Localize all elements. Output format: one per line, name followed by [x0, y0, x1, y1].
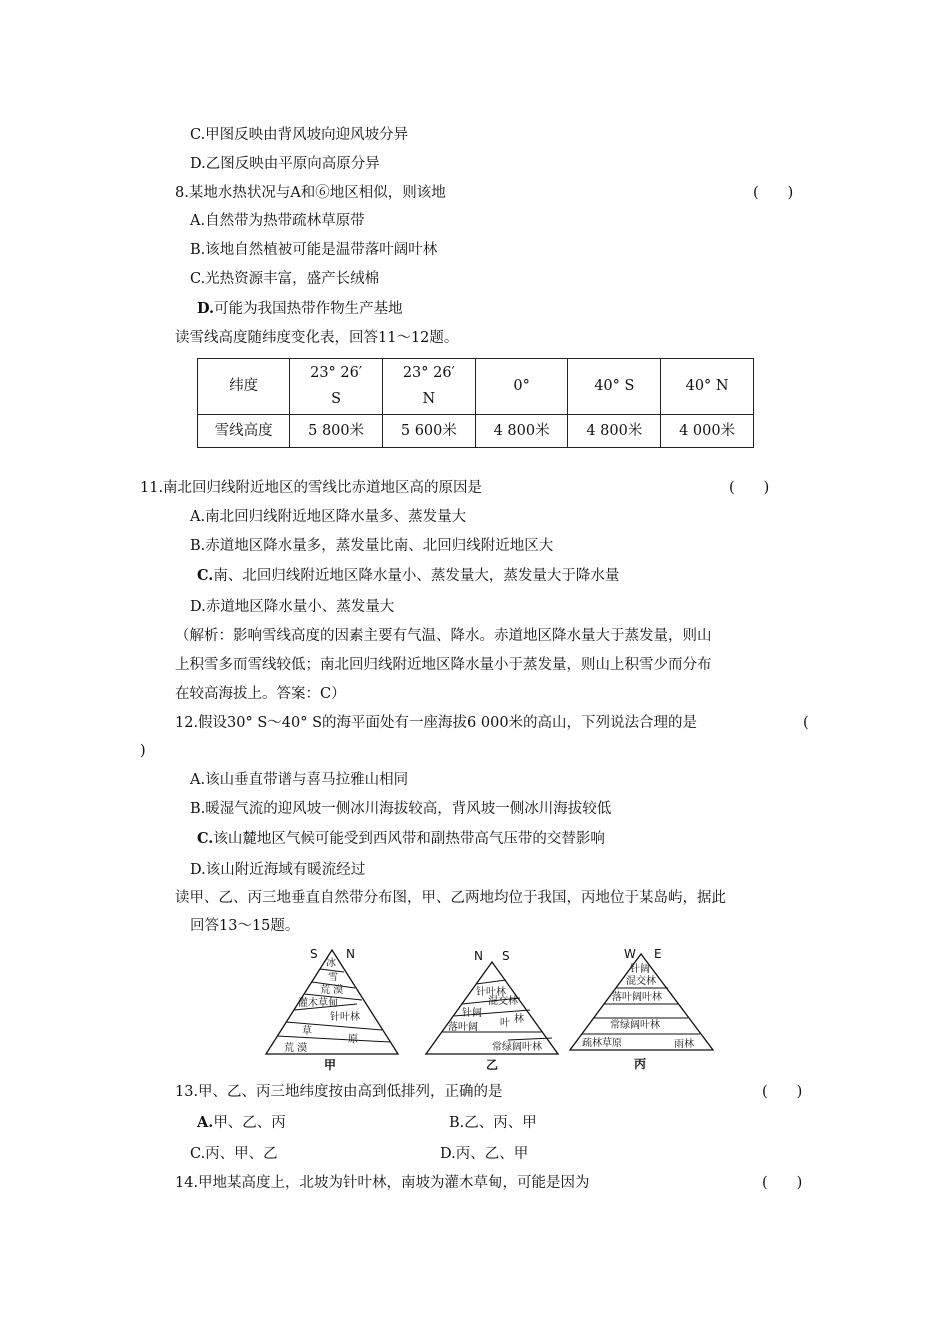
zone-label: 雪	[328, 972, 338, 983]
q11-option-d: D.赤道地区降水量小、蒸发量大	[190, 599, 395, 615]
table-header-cell: 23° 26′ N	[383, 359, 476, 415]
table-cell: 4 800米	[475, 414, 568, 447]
q8-stem: 8.某地水热状况与A和⑥地区相似，则该地	[175, 185, 446, 201]
q8-option-a: A.自然带为热带疏林草原带	[190, 213, 365, 229]
zone-label: 草	[302, 1026, 312, 1037]
direction-north-label: N	[474, 949, 483, 963]
zone-label: 针阔	[462, 1008, 482, 1019]
table-header-cell: 纬度	[198, 359, 290, 415]
q8-option-c: C.光热资源丰富，盛产长绒棉	[190, 271, 380, 287]
zone-label: 针阔	[630, 964, 650, 975]
table-row-label: 雪线高度	[198, 414, 290, 447]
zone-label: 灌木草甸	[298, 998, 338, 1009]
direction-south-label: S	[502, 949, 510, 963]
q12-option-b: B.暖湿气流的迎风坡一侧冰川海拔较高，背风坡一侧冰川海拔较低	[190, 801, 612, 817]
q11-stem: 11.南北回归线附近地区的雪线比赤道地区高的原因是	[140, 480, 483, 496]
zone-label: 叶	[500, 1018, 510, 1029]
q11-answer-paren: ( )	[729, 480, 770, 496]
zone-label: 针叶林	[330, 1012, 360, 1023]
q13-option-d: D.丙、乙、甲	[440, 1146, 529, 1162]
table-row	[198, 359, 754, 415]
zone-label: 荒 漠	[284, 1043, 308, 1054]
zone-label: 林	[514, 1014, 524, 1025]
vertical-zone-diagram-jia	[262, 944, 402, 1072]
intro-q13-15-line2: 回答13～15题。	[190, 918, 300, 934]
direction-south-label: S	[310, 947, 318, 961]
table-header-cell: 0°	[475, 359, 568, 415]
q14-stem: 14.甲地某高度上，北坡为针叶林，南坡为灌木草甸，可能是因为	[175, 1175, 590, 1191]
q12-answer-paren-close: )	[140, 743, 146, 759]
table-cell: 5 800米	[290, 414, 383, 447]
q13-option-c: C.丙、甲、乙	[190, 1146, 278, 1162]
table-cell: 4 800米	[568, 414, 661, 447]
figure-label-bing: 丙	[634, 1057, 647, 1071]
q12-option-d: D.该山附近海域有暖流经过	[190, 862, 366, 878]
zone-label: 落叶阔叶林	[612, 992, 662, 1003]
q13-option-a: A.甲、乙、丙	[197, 1114, 286, 1131]
q12-answer-paren-open: (	[803, 715, 809, 731]
q7-option-d: D.乙图反映由平原向高原分异	[190, 156, 380, 172]
q11-option-a: A.南北回归线附近地区降水量多、蒸发量大	[190, 509, 467, 525]
direction-north-label: N	[346, 947, 355, 961]
table-header-cell: 23° 26′ S	[290, 359, 383, 415]
vertical-zone-diagram-bing	[568, 944, 718, 1072]
intro-q11-12: 读雪线高度随纬度变化表，回答11～12题。	[175, 330, 459, 346]
zone-label: 雨林	[674, 1039, 694, 1050]
table-header-cell: 40° S	[568, 359, 661, 415]
q11-option-c: C.南、北回归线附近地区降水量小、蒸发量大，蒸发量大于降水量	[197, 567, 620, 584]
direction-east-label: E	[654, 947, 662, 961]
q13-stem: 13.甲、乙、丙三地纬度按由高到低排列，正确的是	[175, 1084, 503, 1100]
zone-label: 原	[348, 1034, 358, 1045]
q13-answer-paren: ( )	[762, 1084, 803, 1100]
zone-label: 混交林	[626, 976, 656, 987]
snow-line-table	[197, 358, 754, 448]
table-cell: 4 000米	[661, 414, 754, 447]
zone-label: 落叶阔	[448, 1022, 478, 1033]
q12-option-c: C.该山麓地区气候可能受到西风带和副热带高气压带的交替影响	[197, 830, 605, 847]
q8-answer-paren: ( )	[753, 185, 794, 201]
q8-option-b: B.该地自然植被可能是温带落叶阔叶林	[190, 242, 438, 258]
zone-label: 荒 漠	[320, 985, 344, 996]
q12-stem: 12.假设30° S～40° S的海平面处有一座海拔6 000米的高山，下列说法合理的是	[175, 715, 698, 731]
table-header-cell: 40° N	[661, 359, 754, 415]
q11-explanation-3: 在较高海拔上。答案：C）	[175, 686, 346, 702]
q12-option-a: A.该山垂直带谱与喜马拉雅山相同	[190, 772, 409, 788]
vertical-zone-diagram-yi	[422, 946, 562, 1072]
intro-q13-15-line1: 读甲、乙、丙三地垂直自然带分布图，甲、乙两地均位于我国，丙地位于某岛屿，据此	[175, 890, 726, 906]
q8-option-d: D.可能为我国热带作物生产基地	[197, 300, 403, 317]
zone-label: 针叶林	[476, 987, 506, 998]
q7-option-c: C.甲图反映由背风坡向迎风坡分异	[190, 127, 409, 143]
q11-option-b: B.赤道地区降水量多，蒸发量比南、北回归线附近地区大	[190, 538, 554, 554]
zone-label: 冰	[326, 958, 336, 969]
zone-label: 疏林草原	[582, 1038, 622, 1049]
zone-label: 常绿阔叶林	[610, 1020, 660, 1031]
q11-explanation-1: （解析：影响雪线高度的因素主要有气温、降水。赤道地区降水量大于蒸发量，则山	[175, 628, 712, 644]
q13-option-b: B.乙、丙、甲	[449, 1115, 537, 1131]
direction-west-label: W	[624, 947, 636, 961]
figure-label-jia: 甲	[324, 1058, 337, 1072]
table-cell: 5 600米	[383, 414, 476, 447]
figure-label-yi: 乙	[486, 1058, 499, 1072]
q14-answer-paren: ( )	[762, 1175, 803, 1191]
zone-label: 混交林	[488, 996, 518, 1007]
q11-explanation-2: 上积雪多而雪线较低；南北回归线附近地区降水量小于蒸发量，则山上积雪少而分布	[175, 657, 712, 673]
zone-label: 常绿阔叶林	[492, 1042, 542, 1053]
table-row	[198, 414, 754, 447]
